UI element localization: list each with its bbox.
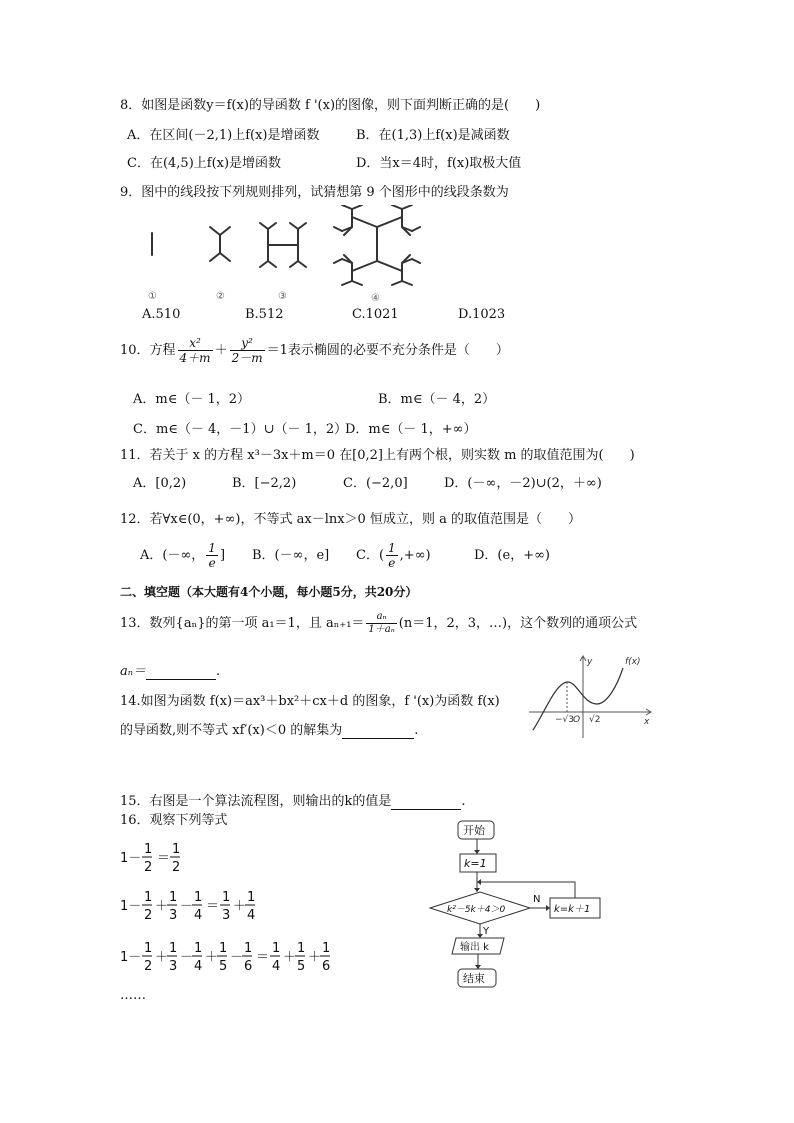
- eq1-f1-den: 2: [144, 860, 153, 875]
- svg-text:1: 1: [222, 890, 231, 905]
- q16-stem: 16．观察下列等式: [120, 813, 228, 828]
- eq1-f1-num: 1: [144, 842, 153, 857]
- svg-text:1: 1: [219, 941, 228, 956]
- q12-option-a: A．(－∞， $\frac{1}{e}$ ]: [140, 541, 226, 570]
- q12-option-c: C．( $\frac{1}{e}$ ,+∞): [356, 541, 431, 570]
- q10-option-c: C．m∈（－ 4，－1）∪（－ 1，2）: [133, 422, 348, 437]
- q14-blank[interactable]: [342, 724, 414, 739]
- flow-no: N: [533, 894, 541, 905]
- svg-text:1: 1: [194, 890, 203, 905]
- svg-text:－: －: [230, 950, 244, 965]
- q12-option-d: D．(e，+∞): [474, 548, 550, 563]
- fig4-label: ④: [371, 293, 380, 304]
- fig2-label: ②: [216, 291, 225, 302]
- flow-yes: Y: [483, 926, 490, 937]
- svg-text:－: －: [180, 950, 194, 965]
- svg-text:4: 4: [272, 959, 281, 974]
- q9-option-c: C.1021: [352, 307, 399, 322]
- fig1-label: ①: [148, 291, 157, 302]
- svg-text:1: 1: [169, 941, 178, 956]
- q11-option-b: B．[−2,2): [232, 476, 297, 491]
- svg-text:1: 1: [172, 842, 181, 857]
- q14-graph: [525, 652, 655, 740]
- q10-suffix: ＝1表示椭圆的必要不充分条件是（ ）: [266, 343, 509, 358]
- svg-text:6: 6: [244, 959, 253, 974]
- graph-curve-label: f(x): [625, 657, 641, 667]
- svg-text:1: 1: [244, 941, 253, 956]
- q13-answer: aₙ＝ .: [120, 664, 221, 679]
- graph-x-label: x: [644, 717, 650, 727]
- svg-text:6: 6: [322, 959, 331, 974]
- svg-text:＋: ＋: [233, 899, 247, 914]
- svg-text:3: 3: [169, 908, 178, 923]
- svg-text:3: 3: [169, 959, 178, 974]
- graph-y-label: y: [587, 657, 593, 667]
- q9-option-b: B.512: [245, 307, 284, 322]
- q15-blank[interactable]: [391, 795, 461, 810]
- svg-text:1: 1: [247, 890, 256, 905]
- q13-blank[interactable]: [146, 665, 216, 680]
- svg-text:1: 1: [194, 941, 203, 956]
- q8-stem: 8．如图是函数y＝f(x)的导函数 f '(x)的图像，则下面判断正确的是( ): [120, 98, 541, 113]
- svg-text:3: 3: [222, 908, 231, 923]
- q14-line1: 14.如图为函数 f(x)＝ax³＋bx²＋cx＋d 的图象，f '(x)为函数 f(x): [120, 694, 500, 709]
- q13-stem: 13．数列{aₙ}的第一项 a₁＝1，且 aₙ₊₁＝ $\frac{\text{aₙ}}{\text{1＋aₙ}}$ (n＝1，2，3，…)，这个数列的通项公式: [120, 611, 638, 635]
- svg-text:1: 1: [322, 941, 331, 956]
- eq1-lhs: 1－: [120, 851, 142, 866]
- q10-frac-x: $\frac{\text{x²}}{4+m}$: [179, 336, 211, 365]
- q11-option-c: C．(−2,0]: [343, 476, 408, 491]
- svg-text:4: 4: [247, 908, 256, 923]
- svg-text:＝: ＝: [206, 899, 220, 914]
- svg-text:2: 2: [144, 908, 153, 923]
- q9-stem: 9．图中的线段按下列规则排列，试猜想第 9 个图形中的线段条数为: [120, 185, 509, 200]
- svg-text:5: 5: [297, 959, 306, 974]
- svg-text:2: 2: [144, 959, 153, 974]
- svg-text:1: 1: [144, 941, 153, 956]
- q10-option-b: B．m∈（－ 4，2）: [378, 392, 496, 407]
- q8-option-b: B．在(1,3)上f(x)是减函数: [356, 128, 510, 143]
- fig4-tree: [334, 205, 420, 285]
- svg-text:＝: ＝: [157, 851, 171, 866]
- flow-inc: k=k＋1: [554, 904, 591, 915]
- svg-text:2: 2: [172, 860, 181, 875]
- q16-ellipsis: ……: [120, 988, 146, 1003]
- q10-prefix: 10．方程: [120, 343, 176, 358]
- flow-end: 结束: [463, 972, 485, 985]
- q14-line2: 的导函数,则不等式 xf′(x)＜0 的解集为 .: [120, 723, 419, 738]
- q8-option-d: D．当x＝4时，f(x)取极大值: [356, 156, 522, 171]
- q15-stem: 15．右图是一个算法流程图，则输出的k的值是 .: [120, 794, 466, 809]
- svg-text:＋: ＋: [205, 950, 219, 965]
- svg-text:－: －: [180, 899, 194, 914]
- fig3-label: ③: [278, 291, 287, 302]
- svg-text:1: 1: [272, 941, 281, 956]
- svg-text:＝: ＝: [256, 950, 270, 965]
- q11-option-d: D．(－∞，－2)∪(2，＋∞): [444, 476, 602, 491]
- q10-frac-y: $\frac{\text{y²}}{2-m}$: [231, 336, 263, 365]
- svg-text:4: 4: [194, 908, 203, 923]
- q11-stem: 11．若关于 x 的方程 x³－3x＋m＝0 在[0,2]上有两个根，则实数 m 的取值范围为( ): [120, 448, 635, 463]
- q12-stem: 12．若∀x∈(0，+∞)，不等式 ax－lnx＞0 恒成立，则 a 的取值范围是（ ）: [120, 512, 581, 527]
- svg-text:＋: ＋: [283, 950, 297, 965]
- fig2-tree: [210, 227, 230, 261]
- svg-text:＋: ＋: [308, 950, 322, 965]
- svg-text:1: 1: [297, 941, 306, 956]
- q12-option-b: B．(－∞，e]: [252, 548, 330, 563]
- section-title: 二、填空题（本大题有4个小题，每小题5分，共20分）: [120, 585, 418, 599]
- q9-option-a: A.510: [142, 307, 181, 322]
- graph-origin: O: [573, 715, 581, 725]
- q8-option-c: C．在(4,5)上f(x)是增函数: [127, 156, 282, 171]
- svg-text:4: 4: [194, 959, 203, 974]
- q10-stem: 10．方程 $\frac{\text{x²}}{4+m}$ ＋ $\frac{\text{y²}}{2-m}$ ＝1表示椭圆的必要不充分条件是（ ）: [120, 336, 509, 365]
- q9-figure: [120, 205, 440, 305]
- q9-option-d: D.1023: [458, 307, 506, 322]
- svg-text:1: 1: [169, 890, 178, 905]
- flow-start: 开始: [463, 824, 485, 837]
- svg-text:5: 5: [219, 959, 228, 974]
- svg-text:＋: ＋: [155, 950, 169, 965]
- eq2-lhs: 1－: [120, 899, 142, 914]
- flow-init: k=1: [464, 857, 487, 870]
- flow-cond: k²－5k＋4＞0: [447, 905, 506, 915]
- eq3-lhs: 1－: [120, 950, 142, 965]
- q15-flowchart: [420, 816, 620, 996]
- flow-output: 输出 k: [460, 942, 489, 953]
- q10-option-a: A．m∈（－ 1，2）: [133, 392, 251, 407]
- graph-tick-pos: √2: [589, 715, 601, 725]
- q11-option-a: A．[0,2): [133, 476, 187, 491]
- svg-text:1: 1: [144, 890, 153, 905]
- q8-option-a: A．在区间(－2,1)上f(x)是增函数: [127, 128, 320, 143]
- svg-text:＋: ＋: [155, 899, 169, 914]
- q10-option-d: D．m∈（－ 1，+∞）: [345, 422, 477, 437]
- graph-tick-neg: −√3: [555, 715, 575, 725]
- fig3-tree: [260, 223, 306, 267]
- q16-equations: [112, 836, 352, 1006]
